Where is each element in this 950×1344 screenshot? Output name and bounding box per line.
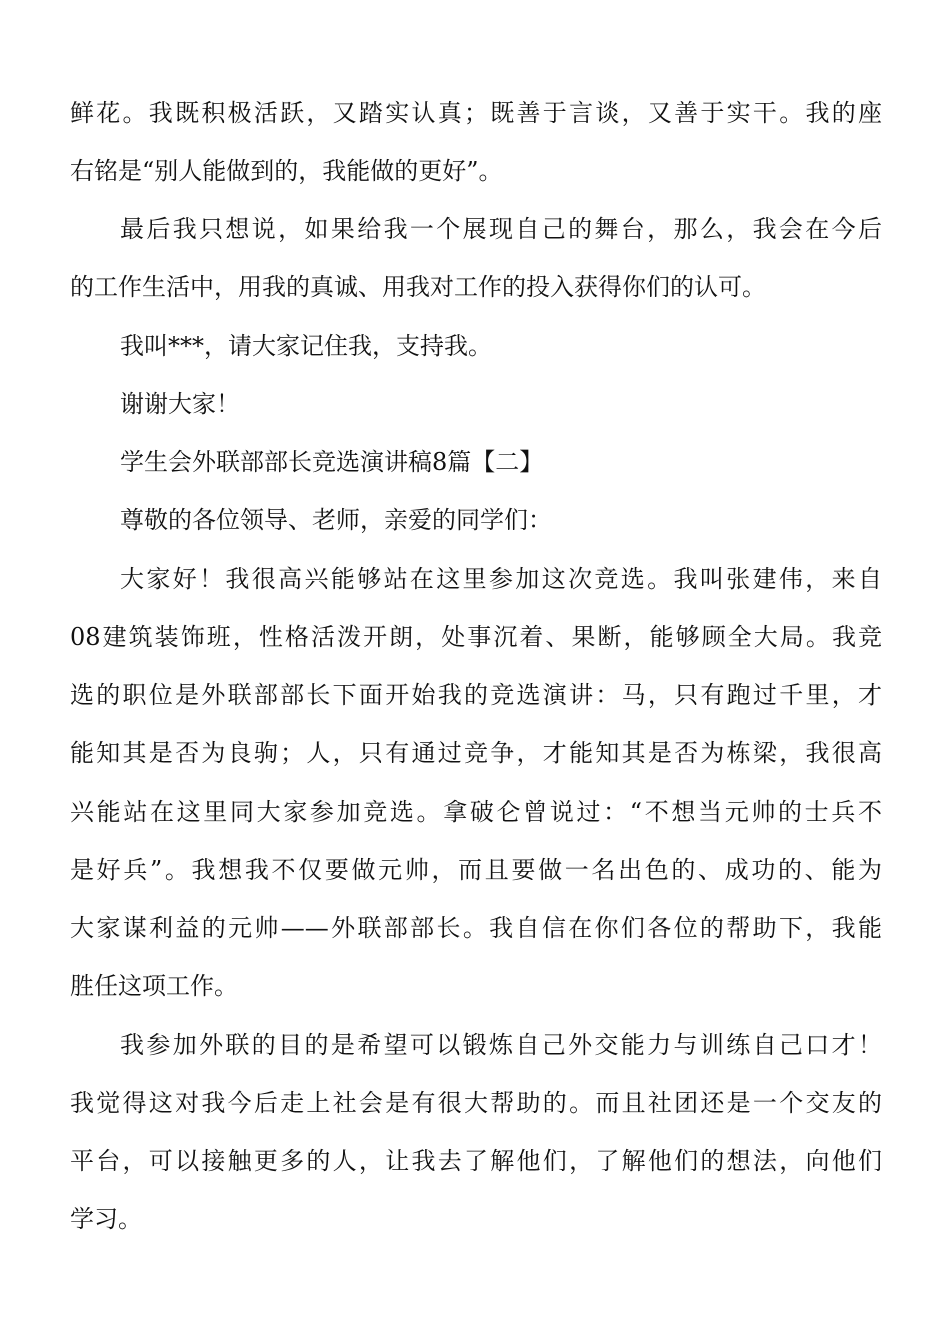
text-line: 我觉得这对我今后走上社会是有很大帮助的。而且社团还是一个交友的 [70,1089,882,1117]
text-line: 右铭是“别人能做到的，我能做的更好”。 [70,157,503,185]
text-line: 大家好！我很高兴能够站在这里参加这次竞选。我叫张建伟，来自 [120,565,882,593]
text-line: 能知其是否为良驹；人，只有通过竞争，才能知其是否为栋梁，我很高 [70,739,882,767]
text-line: 的工作生活中，用我的真诚、用我对工作的投入获得你们的认可。 [70,273,766,301]
section-heading: 学生会外联部部长竞选演讲稿8篇【二】 [120,448,544,476]
text-line: 大家谋利益的元帅——外联部部长。我自信在你们各位的帮助下，我能 [70,914,882,942]
text-line: 胜任这项工作。 [70,972,238,1000]
text-line: 鲜花。我既积极活跃，又踏实认真；既善于言谈，又善于实干。我的座 [70,99,882,127]
text-line: 选的职位是外联部部长下面开始我的竞选演讲：马，只有跑过千里，才 [70,681,882,709]
text-line: 08建筑装饰班，性格活泼开朗，处事沉着、果断，能够顾全大局。我竞 [70,623,882,651]
text-line: 谢谢大家！ [120,390,240,418]
text-line: 尊敬的各位领导、老师，亲爱的同学们： [120,506,552,534]
text-line: 是好兵”。我想我不仅要做元帅，而且要做一名出色的、成功的、能为 [70,856,882,884]
text-line: 平台，可以接触更多的人，让我去了解他们，了解他们的想法，向他们 [70,1147,882,1175]
text-line: 兴能站在这里同大家参加竞选。拿破仑曾说过：“不想当元帅的士兵不 [70,798,882,826]
text-line: 学习。 [70,1205,142,1233]
text-line: 我叫***，请大家记住我，支持我。 [120,332,492,360]
text-line: 我参加外联的目的是希望可以锻炼自己外交能力与训练自己口才！ [120,1031,882,1059]
text-line: 最后我只想说，如果给我一个展现自己的舞台，那么，我会在今后 [120,215,882,243]
